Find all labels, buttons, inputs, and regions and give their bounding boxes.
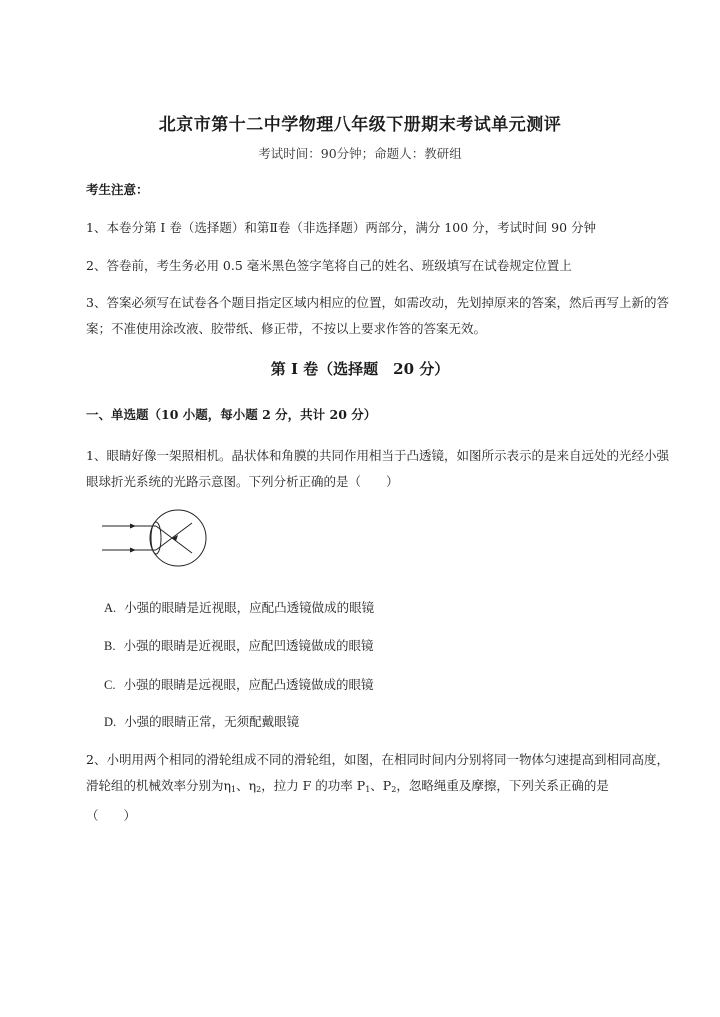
- q2-text-1: 2、小明用两个相同的滑轮组成不同的滑轮组，如图，在相同时间内分别将同一物体匀速提高到相同高度，滑轮组的机械效率分别为η: [86, 752, 669, 793]
- question-2-stem: [86, 747, 676, 829]
- question-type-label: 一、单选题（10 小题，每小题 2 分，共计 20 分）: [86, 407, 377, 422]
- section-title: 第 I 卷（选择题 20 分）: [270, 360, 450, 378]
- q2-sub-eta1: 1: [231, 785, 237, 794]
- q2-text-2: ，拉力 F 的功率 P: [261, 778, 366, 793]
- eyeball-outline: [150, 510, 206, 566]
- option-d-text: 小强的眼睛正常，无须配戴眼镜: [124, 714, 300, 729]
- eye-lens: [151, 522, 161, 554]
- q2-answer-paren: （ ）: [86, 808, 137, 823]
- question-1-stem: 1、眼睛好像一架照相机。晶状体和角膜的共同作用相当于凸透镜，如图所示表示的是来自远处的光经小强眼球折光系统的光路示意图。下列分析正确的是（ ）: [86, 448, 669, 489]
- option-b[interactable]: [104, 636, 373, 654]
- exam-subtitle: 考试时间：90分钟；命题人：教研组: [258, 146, 462, 161]
- option-d[interactable]: [104, 712, 299, 730]
- option-a-text: 小强的眼睛是近视眼，应配凸透镜做成的眼镜: [124, 600, 375, 615]
- option-b-letter: B.: [104, 639, 116, 653]
- option-a[interactable]: [104, 598, 374, 616]
- option-c-letter: C.: [104, 678, 116, 692]
- q2-sub-p2: 2: [391, 785, 397, 794]
- q2-sub-p1: 1: [365, 785, 371, 794]
- notice-heading: 考生注意：: [86, 182, 149, 197]
- arrow-top: [130, 524, 136, 529]
- notice-item-2: 2、答卷前，考生务必用 0.5 毫米黑色签字笔将自己的姓名、班级填写在试卷规定位置上: [86, 258, 572, 273]
- notice-item-3: 3、答案必须写在试卷各个题目指定区域内相应的位置，如需改动，先划掉原来的答案，然后再写上新的答案；不准使用涂改液、胶带纸、修正带，不按以上要求作答的答案无效。: [86, 295, 669, 336]
- q2-sep-2: 、P: [370, 778, 392, 793]
- q2-sep-1: 、η: [236, 778, 257, 793]
- option-d-letter: D.: [104, 715, 117, 729]
- exam-title: 北京市第十二中学物理八年级下册期末考试单元测评: [158, 115, 562, 135]
- arrow-bottom: [130, 548, 136, 553]
- option-c[interactable]: [104, 675, 373, 693]
- q2-sub-eta2: 2: [256, 785, 262, 794]
- notice-item-1: 1、本卷分第 I 卷（选择题）和第Ⅱ卷（非选择题）两部分，满分 100 分，考试时间 90 分钟: [86, 220, 596, 235]
- option-b-text: 小强的眼睛是近视眼，应配凹透镜做成的眼镜: [123, 638, 374, 653]
- q2-text-3: ，忽略绳重及摩擦，下列关系正确的是: [396, 778, 609, 793]
- option-a-letter: A.: [104, 601, 117, 615]
- option-c-text: 小强的眼睛是远视眼，应配凸透镜做成的眼镜: [123, 677, 374, 692]
- eye-diagram: [100, 508, 210, 568]
